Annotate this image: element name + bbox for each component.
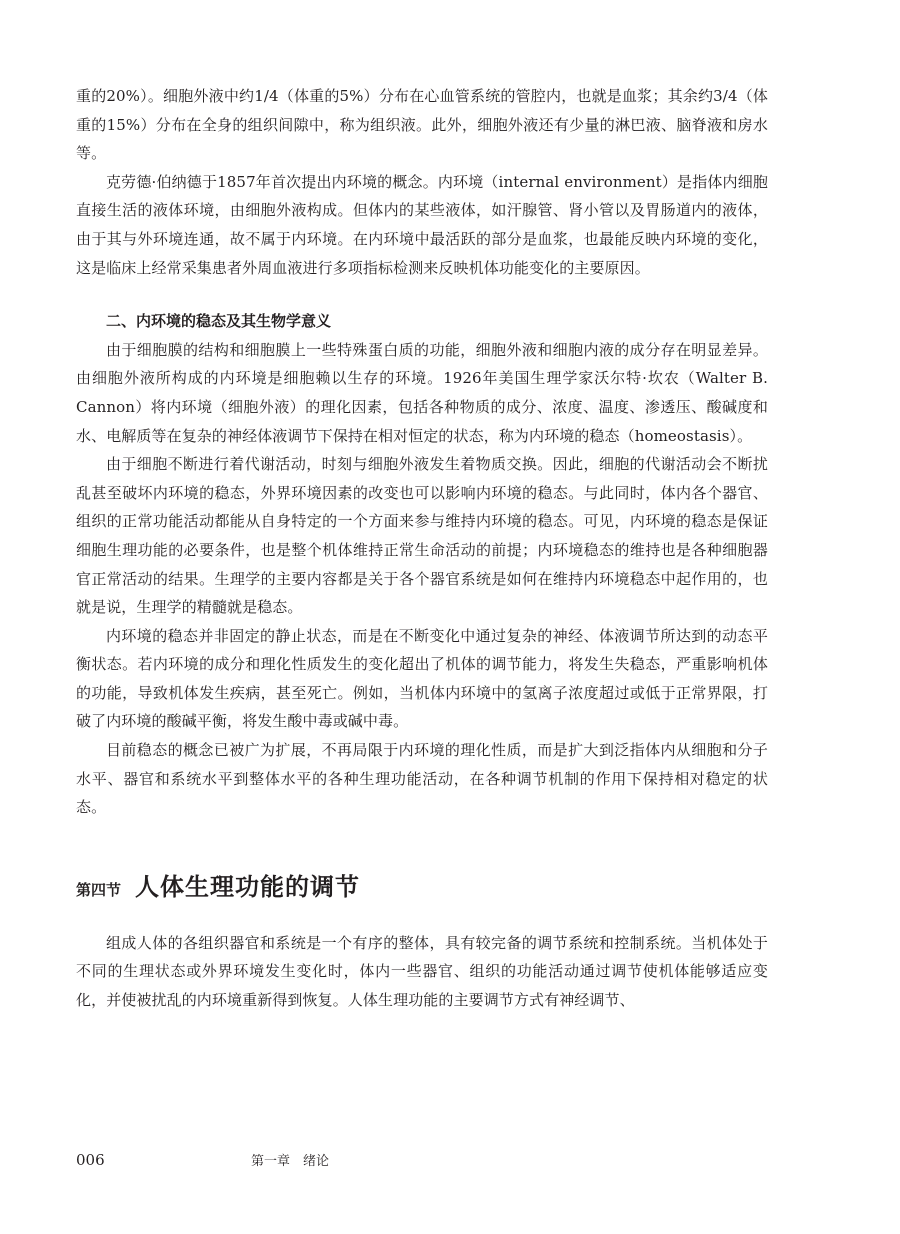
paragraph-body: 组成人体的各组织器官和系统是一个有序的整体，具有较完备的调节系统和控制系统。当机体处于不同的生理状态或外界环境发生变化时，体内一些器官、组织的功能活动通过调节使机体能够适应变化，并使被扰乱的内环境重新得到恢复。人体生理功能的主要调节方式有神经调节、 (76, 933, 768, 1010)
page-footer (76, 1150, 329, 1169)
paragraph-body: 目前稳态的概念已被广为扩展，不再局限于内环境的理化性质，而是扩大到泛指体内从细胞和分子水平、器官和系统水平到整体水平的各种生理功能活动，在各种调节机制的作用下保持相对稳定的状态。 (76, 741, 768, 817)
paragraph-body: 克劳德·伯纳德于1857年首次提出内环境的概念。内环境（internal environment）是指体内细胞直接生活的液体环境，由细胞外液构成。但体内的某些液体，如汗腺管、肾小管以及胃肠道内的液体，由于其与外环境连通，故不属于内环境。在内环境中最活跃的部分是血浆，也最能反映内环境的变化，这是临床上经常采集患者外周血液进行多项指标检测来反映机体功能变化的主要原因。 (76, 172, 768, 277)
paragraph-body: 重的20%）。细胞外液中约1/4（体重的5%）分布在心血管系统的管腔内，也就是血浆；其余约3/4（体重的15%）分布在全身的组织间隙中，称为组织液。此外，细胞外液还有少量的淋巴液、脑脊液和房水等。 (76, 87, 768, 163)
subsection-heading: 二、内环境的稳态及其生物学意义 (106, 312, 332, 331)
section-number: 第四节 (76, 880, 122, 899)
running-head: 第一章 绪论 (251, 1154, 330, 1169)
paragraph-body: 由于细胞膜的结构和细胞膜上一些特殊蛋白质的功能，细胞外液和细胞内液的成分存在明显差异。由细胞外液所构成的内环境是细胞赖以生存的环境。1926年美国生理学家沃尔特·坎农（Walter B. Cannon）将内环境（细胞外液）的理化因素，包括各种物质的成分、浓度、温度、渗透压、酸碱度和水、电解质等在复杂的神经体液调节下保持在相对恒定的状态，称为内环境的稳态（homeostasis）。 (76, 340, 768, 445)
spacer (76, 822, 768, 867)
page-body (76, 82, 768, 1015)
section-title: 人体生理功能的调节 (135, 872, 361, 901)
spacer (76, 282, 768, 307)
page-number: 006 (76, 1151, 105, 1169)
section-heading (76, 867, 768, 907)
paragraph-body: 由于细胞不断进行着代谢活动，时刻与细胞外液发生着物质交换。因此，细胞的代谢活动会不断扰乱甚至破坏内环境的稳态，外界环境因素的改变也可以影响内环境的稳态。与此同时，体内各个器官、组织的正常功能活动都能从自身特定的一个方面来参与维持内环境的稳态。可见，内环境的稳态是保证细胞生理功能的必要条件，也是整个机体维持正常生命活动的前提；内环境稳态的维持也是各种细胞器官正常活动的结果。生理学的主要内容都是关于各个器官系统是如何在维持内环境稳态中起作用的，也就是说，生理学的精髓就是稳态。 (76, 455, 768, 617)
paragraph-body: 内环境的稳态并非固定的静止状态，而是在不断变化中通过复杂的神经、体液调节所达到的动态平衡状态。若内环境的成分和理化性质发生的变化超出了机体的调节能力，将发生失稳态，严重影响机体的功能，导致机体发生疾病，甚至死亡。例如，当机体内环境中的氢离子浓度超过或低于正常界限，打破了内环境的酸碱平衡，将发生酸中毒或碱中毒。 (76, 626, 768, 731)
